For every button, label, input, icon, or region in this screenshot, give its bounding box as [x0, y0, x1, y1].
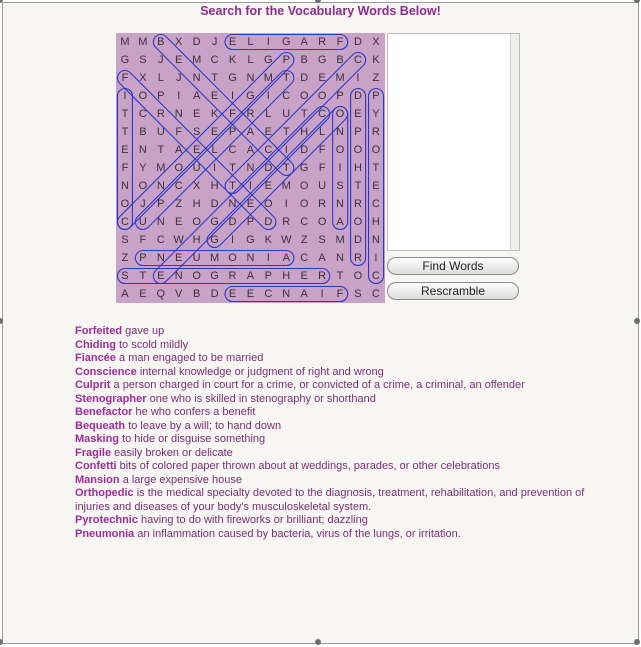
grid-letter[interactable]: D: [300, 72, 309, 84]
rescramble-button[interactable]: Rescramble: [387, 282, 519, 300]
definition-word: Orthopedic: [75, 487, 134, 499]
grid-letter[interactable]: O: [174, 162, 183, 174]
definition-item: [75, 487, 595, 514]
grid-letter[interactable]: N: [156, 252, 165, 264]
grid-letter[interactable]: E: [121, 144, 129, 156]
grid-letter[interactable]: M: [335, 234, 345, 246]
grid-letter[interactable]: U: [318, 180, 327, 192]
grid-letter[interactable]: F: [318, 144, 326, 156]
grid-letter[interactable]: O: [317, 216, 327, 228]
definition-word: Benefactor: [75, 406, 133, 418]
definition-text: he who confers a benefit: [135, 406, 256, 418]
grid-letter[interactable]: T: [229, 162, 236, 174]
grid-letter[interactable]: P: [157, 90, 165, 102]
definition-word: Conscience: [75, 365, 137, 378]
grid-letter[interactable]: D: [353, 90, 362, 102]
definition-text: a large expensive house: [122, 473, 242, 486]
grid-letter[interactable]: R: [246, 108, 255, 120]
grid-letter[interactable]: A: [192, 90, 201, 102]
grid-letter[interactable]: D: [353, 36, 362, 48]
grid-letter[interactable]: T: [336, 270, 344, 282]
grid-letter[interactable]: E: [318, 72, 326, 84]
grid-letter[interactable]: R: [371, 126, 380, 138]
grid-letter[interactable]: A: [246, 126, 255, 138]
grid-letter[interactable]: E: [228, 288, 237, 300]
definition-word: Fragile: [75, 446, 112, 459]
grid-letter[interactable]: E: [175, 216, 183, 228]
definition-word: Pyrotechnic: [75, 514, 138, 526]
definition-item: [75, 433, 595, 447]
definition-item: [75, 406, 595, 420]
grid-letter[interactable]: E: [175, 252, 183, 264]
grid-letter[interactable]: P: [157, 198, 165, 210]
grid-letter[interactable]: O: [299, 90, 309, 102]
grid-letter[interactable]: N: [246, 72, 255, 84]
definition-text: one who is skilled in stenography or shorthand: [149, 392, 376, 405]
grid-letter[interactable]: C: [264, 288, 273, 300]
grid-letter[interactable]: L: [265, 108, 272, 120]
definition-word: Forfeited: [75, 325, 123, 337]
grid-letter[interactable]: O: [299, 180, 309, 192]
grid-letter[interactable]: Q: [156, 288, 166, 300]
definition-word: Mansion: [75, 473, 120, 486]
grid-letter[interactable]: C: [264, 144, 273, 156]
grid-letter[interactable]: M: [138, 36, 148, 48]
grid-letter[interactable]: T: [211, 72, 218, 84]
grid-letter[interactable]: U: [156, 126, 165, 138]
grid-letter[interactable]: I: [356, 72, 360, 84]
grid-letter[interactable]: L: [211, 144, 218, 156]
definition-text: is the medical specialty devoted to the diagnosis, treatment, rehabilitation, and prevention of injuries and diseases of your body's musculoskeletal system.: [75, 487, 585, 513]
grid-letter[interactable]: C: [300, 216, 309, 228]
grid-letter[interactable]: R: [353, 252, 362, 264]
grid-letter[interactable]: Y: [139, 162, 147, 174]
grid-letter[interactable]: J: [158, 54, 164, 66]
grid-letter[interactable]: P: [282, 54, 290, 66]
grid-letter[interactable]: N: [156, 180, 165, 192]
letter-grid[interactable]: [116, 33, 385, 303]
grid-letter[interactable]: K: [228, 54, 237, 66]
definition-word: Stenographer: [75, 392, 147, 405]
grid-letter[interactable]: B: [300, 54, 308, 66]
grid-letter[interactable]: J: [140, 198, 146, 210]
grid-letter[interactable]: Z: [300, 234, 308, 246]
grid-letter[interactable]: I: [177, 90, 181, 102]
grid-letter[interactable]: V: [175, 288, 183, 300]
grid-letter[interactable]: H: [371, 216, 380, 228]
grid-letter[interactable]: S: [192, 126, 201, 138]
definition-item: [75, 379, 595, 393]
grid-letter[interactable]: T: [157, 144, 165, 156]
grid-letter[interactable]: O: [228, 252, 237, 264]
grid-letter[interactable]: S: [354, 288, 362, 300]
grid-letter[interactable]: I: [374, 252, 378, 264]
grid-letter[interactable]: R: [318, 198, 327, 210]
found-words-list[interactable]: [387, 33, 520, 251]
grid-letter[interactable]: P: [264, 270, 272, 282]
grid-letter[interactable]: O: [138, 180, 148, 192]
grid-letter[interactable]: C: [371, 270, 380, 282]
grid-letter[interactable]: F: [318, 162, 326, 174]
grid-letter[interactable]: O: [192, 270, 201, 282]
grid-letter[interactable]: N: [282, 288, 291, 300]
grid-letter[interactable]: E: [175, 54, 183, 66]
grid-letter[interactable]: C: [210, 54, 219, 66]
grid-letter[interactable]: X: [139, 72, 147, 84]
grid-letter[interactable]: F: [121, 72, 129, 84]
grid-letter[interactable]: J: [175, 72, 182, 84]
grid-letter[interactable]: C: [353, 54, 362, 66]
grid-letter[interactable]: E: [210, 90, 219, 102]
grid-letter[interactable]: H: [192, 234, 201, 246]
grid-letter[interactable]: K: [210, 108, 219, 120]
definition-text: an inflammation caused by bacteria, virus of the lungs, or irritation.: [137, 527, 461, 540]
grid-letter[interactable]: U: [192, 252, 201, 264]
grid-letter[interactable]: E: [157, 270, 165, 282]
grid-letter[interactable]: I: [248, 180, 252, 192]
grid-letter[interactable]: R: [353, 198, 362, 210]
grid-letter[interactable]: B: [139, 126, 147, 138]
grid-letter[interactable]: T: [282, 126, 290, 138]
grid-letter[interactable]: S: [318, 234, 326, 246]
definition-text: a man engaged to be married: [119, 352, 264, 364]
definition-item: [75, 460, 595, 474]
grid-letter[interactable]: U: [192, 162, 201, 174]
grid-letter[interactable]: R: [318, 270, 327, 282]
grid-letter[interactable]: G: [210, 270, 219, 282]
grid-letter[interactable]: I: [230, 90, 235, 102]
grid-letter[interactable]: K: [264, 234, 272, 246]
grid-letter[interactable]: T: [282, 162, 290, 174]
definition-item: [75, 366, 595, 380]
grid-letter[interactable]: N: [156, 216, 165, 228]
grid-letter[interactable]: P: [336, 90, 344, 102]
resize-handle-bottom-right[interactable]: [634, 639, 640, 645]
grid-letter[interactable]: D: [300, 144, 309, 156]
grid-letter[interactable]: R: [282, 216, 291, 228]
grid-letter[interactable]: T: [139, 270, 147, 282]
grid-letter[interactable]: Z: [121, 252, 129, 264]
grid-letter[interactable]: H: [192, 198, 201, 210]
grid-letter[interactable]: B: [192, 288, 201, 300]
definition-word: Confetti: [75, 460, 117, 472]
grid-letter[interactable]: D: [264, 216, 273, 228]
definition-item: [75, 474, 595, 488]
grid-letter[interactable]: O: [371, 144, 381, 156]
grid-letter[interactable]: J: [211, 36, 218, 48]
grid-letter[interactable]: K: [372, 54, 380, 66]
grid-letter[interactable]: M: [209, 252, 220, 264]
grid-letter[interactable]: I: [266, 90, 270, 102]
definition-item: [75, 352, 595, 366]
grid-letter[interactable]: T: [229, 180, 236, 192]
grid-letter[interactable]: D: [228, 216, 237, 228]
grid-letter[interactable]: G: [264, 54, 273, 66]
grid-letter[interactable]: E: [354, 108, 362, 120]
grid-letter[interactable]: C: [174, 180, 183, 192]
definition-text: to leave by a will; to hand down: [128, 419, 282, 432]
grid-letter[interactable]: E: [139, 288, 147, 300]
grid-letter[interactable]: U: [282, 108, 291, 120]
grid-letter[interactable]: A: [300, 288, 308, 300]
grid-letter[interactable]: M: [192, 54, 202, 66]
grid-letter[interactable]: R: [228, 270, 237, 282]
resize-handle-bottom[interactable]: [315, 639, 321, 645]
grid-letter[interactable]: G: [120, 54, 130, 66]
definition-item: [75, 528, 595, 542]
grid-letter[interactable]: O: [120, 198, 130, 210]
grid-letter[interactable]: P: [246, 216, 255, 228]
resize-handle-bottom-left[interactable]: [0, 639, 3, 645]
grid-letter[interactable]: N: [138, 144, 147, 156]
grid-letter[interactable]: E: [300, 270, 308, 282]
grid-letter[interactable]: D: [210, 288, 219, 300]
grid-letter[interactable]: N: [174, 270, 183, 282]
grid-letter[interactable]: L: [157, 72, 164, 84]
grid-letter[interactable]: O: [192, 216, 201, 228]
grid-letter[interactable]: O: [353, 216, 363, 228]
definition-item: [75, 339, 595, 353]
resize-handle-right[interactable]: [634, 318, 640, 324]
grid-letter[interactable]: W: [281, 234, 292, 246]
definition-item: [75, 514, 595, 528]
grid-letter[interactable]: N: [246, 162, 255, 174]
grid-letter[interactable]: E: [192, 108, 201, 120]
grid-letter[interactable]: O: [138, 90, 148, 102]
grid-letter[interactable]: N: [336, 126, 344, 138]
definition-text: easily broken or delicate: [114, 446, 233, 459]
grid-letter[interactable]: L: [247, 54, 254, 66]
word-search-puzzle[interactable]: [116, 33, 385, 303]
grid-letter[interactable]: C: [371, 288, 380, 300]
grid-letter[interactable]: A: [175, 144, 183, 156]
grid-letter[interactable]: I: [230, 234, 235, 246]
grid-letter[interactable]: N: [371, 234, 380, 246]
grid-letter[interactable]: G: [317, 54, 327, 66]
grid-letter[interactable]: I: [266, 36, 270, 48]
grid-letter[interactable]: P: [228, 126, 237, 138]
definition-word: Culprit: [75, 379, 111, 391]
grid-letter[interactable]: G: [246, 90, 255, 102]
grid-letter[interactable]: O: [264, 198, 273, 210]
definition-word: Bequeath: [75, 419, 126, 432]
definition-word: Fiancée: [75, 352, 116, 364]
grid-letter[interactable]: C: [371, 198, 380, 210]
grid-letter[interactable]: N: [336, 198, 344, 210]
grid-letter[interactable]: Z: [372, 72, 380, 84]
definition-word: Masking: [75, 433, 120, 445]
grid-letter[interactable]: G: [210, 216, 219, 228]
page-title: Search for the Vocabulary Words Below!: [200, 4, 441, 18]
grid-letter[interactable]: X: [175, 36, 183, 48]
grid-letter[interactable]: E: [228, 36, 237, 48]
grid-letter[interactable]: S: [336, 180, 344, 192]
definition-item: [75, 325, 595, 339]
grid-letter[interactable]: S: [121, 270, 129, 282]
grid-letter[interactable]: P: [372, 90, 380, 102]
grid-letter[interactable]: F: [139, 234, 147, 246]
grid-letter[interactable]: P: [354, 126, 362, 138]
grid-letter[interactable]: E: [246, 288, 255, 300]
grid-letter[interactable]: A: [282, 252, 290, 264]
definition-word: Chiding: [75, 338, 116, 351]
grid-letter[interactable]: T: [282, 72, 290, 84]
grid-letter[interactable]: A: [336, 216, 344, 228]
grid-letter[interactable]: X: [372, 36, 380, 48]
grid-letter[interactable]: D: [264, 162, 273, 174]
grid-letter[interactable]: N: [246, 252, 255, 264]
grid-letter[interactable]: N: [120, 180, 129, 192]
grid-letter[interactable]: Z: [175, 198, 183, 210]
grid-letter[interactable]: M: [335, 72, 345, 84]
grid-letter[interactable]: W: [173, 234, 184, 246]
grid-letter[interactable]: L: [247, 36, 254, 48]
grid-letter[interactable]: I: [284, 198, 288, 210]
grid-letter[interactable]: P: [139, 252, 147, 264]
grid-letter[interactable]: A: [246, 144, 255, 156]
definition-word: Pneumonia: [75, 527, 135, 540]
grid-letter[interactable]: N: [192, 72, 201, 84]
grid-letter[interactable]: C: [156, 234, 165, 246]
grid-letter[interactable]: S: [121, 234, 129, 246]
definition-text: to hide or disguise something: [122, 433, 266, 445]
grid-letter[interactable]: C: [300, 252, 309, 264]
grid-letter[interactable]: G: [210, 234, 219, 246]
grid-letter[interactable]: G: [228, 72, 237, 84]
grid-letter[interactable]: C: [282, 90, 291, 102]
grid-letter[interactable]: G: [246, 234, 255, 246]
grid-letter[interactable]: L: [319, 126, 326, 138]
grid-letter[interactable]: F: [175, 126, 183, 138]
definition-text: internal knowledge or judgment of right and wrong: [139, 365, 384, 378]
grid-letter[interactable]: C: [228, 144, 237, 156]
grid-letter[interactable]: N: [228, 198, 237, 210]
vocabulary-definitions: [75, 325, 595, 541]
grid-letter[interactable]: C: [318, 108, 327, 120]
grid-letter[interactable]: A: [246, 270, 255, 282]
grid-letter[interactable]: F: [229, 108, 236, 120]
grid-letter[interactable]: T: [372, 162, 380, 174]
grid-letter[interactable]: I: [213, 162, 217, 174]
definition-text: bits of colored paper thrown about at weddings, parades, or other celebrations: [119, 460, 500, 472]
grid-letter[interactable]: M: [263, 72, 273, 84]
grid-letter[interactable]: U: [138, 216, 147, 228]
grid-letter[interactable]: D: [353, 234, 362, 246]
grid-letter[interactable]: T: [354, 180, 362, 192]
grid-letter[interactable]: F: [336, 288, 344, 300]
grid-letter[interactable]: O: [335, 144, 345, 156]
grid-letter[interactable]: M: [120, 36, 130, 48]
grid-letter[interactable]: A: [300, 36, 308, 48]
definition-item: [75, 447, 595, 461]
grid-letter[interactable]: H: [282, 270, 291, 282]
grid-letter[interactable]: T: [121, 108, 129, 120]
grid-letter[interactable]: S: [139, 54, 147, 66]
grid-letter[interactable]: O: [353, 144, 363, 156]
grid-letter[interactable]: X: [192, 180, 201, 192]
grid-letter[interactable]: B: [157, 36, 165, 48]
grid-letter[interactable]: F: [121, 162, 129, 174]
grid-letter[interactable]: R: [318, 36, 327, 48]
grid-letter[interactable]: O: [335, 108, 345, 120]
definition-text: gave up: [125, 325, 165, 337]
grid-letter[interactable]: C: [120, 216, 129, 228]
grid-letter[interactable]: O: [353, 270, 363, 282]
grid-letter[interactable]: A: [121, 288, 129, 300]
grid-letter[interactable]: F: [336, 36, 344, 48]
grid-letter[interactable]: E: [246, 198, 255, 210]
grid-letter[interactable]: E: [264, 180, 272, 192]
grid-letter[interactable]: I: [320, 288, 324, 300]
grid-letter[interactable]: N: [336, 252, 344, 264]
grid-letter[interactable]: N: [174, 108, 183, 120]
grid-letter[interactable]: I: [123, 90, 127, 102]
grid-letter[interactable]: E: [264, 126, 272, 138]
grid-letter[interactable]: M: [156, 162, 166, 174]
grid-letter[interactable]: I: [266, 252, 270, 264]
grid-letter[interactable]: C: [138, 108, 147, 120]
grid-letter[interactable]: A: [318, 252, 326, 264]
list-scrollbar[interactable]: [510, 34, 519, 250]
grid-letter[interactable]: E: [372, 180, 380, 192]
grid-letter[interactable]: B: [336, 54, 344, 66]
grid-letter[interactable]: I: [338, 162, 342, 174]
grid-letter[interactable]: G: [281, 36, 291, 48]
definition-text: having to do with fireworks or brilliant; dazzling: [141, 514, 368, 526]
grid-letter[interactable]: T: [300, 108, 308, 120]
grid-letter[interactable]: I: [284, 144, 288, 156]
definition-item: [75, 420, 595, 434]
grid-letter[interactable]: O: [317, 90, 327, 102]
resize-handle-top-right[interactable]: [634, 0, 640, 3]
grid-letter[interactable]: R: [156, 108, 165, 120]
definition-item: [75, 393, 595, 407]
grid-letter[interactable]: G: [299, 162, 309, 174]
grid-letter[interactable]: H: [210, 180, 219, 192]
definition-text: a person charged in court for a crime, or convicted of a crime, a criminal, an offender: [113, 379, 525, 391]
grid-letter[interactable]: H: [300, 126, 309, 138]
find-words-button[interactable]: Find Words: [387, 257, 519, 275]
definition-text: to scold mildly: [119, 338, 189, 351]
grid-letter[interactable]: O: [299, 198, 309, 210]
grid-letter[interactable]: D: [210, 198, 219, 210]
grid-letter[interactable]: H: [353, 162, 362, 174]
grid-letter[interactable]: T: [121, 126, 129, 138]
grid-letter[interactable]: Y: [372, 108, 380, 120]
grid-letter[interactable]: D: [192, 36, 201, 48]
grid-letter[interactable]: M: [281, 180, 291, 192]
grid-letter[interactable]: E: [192, 144, 201, 156]
grid-letter[interactable]: E: [210, 126, 219, 138]
